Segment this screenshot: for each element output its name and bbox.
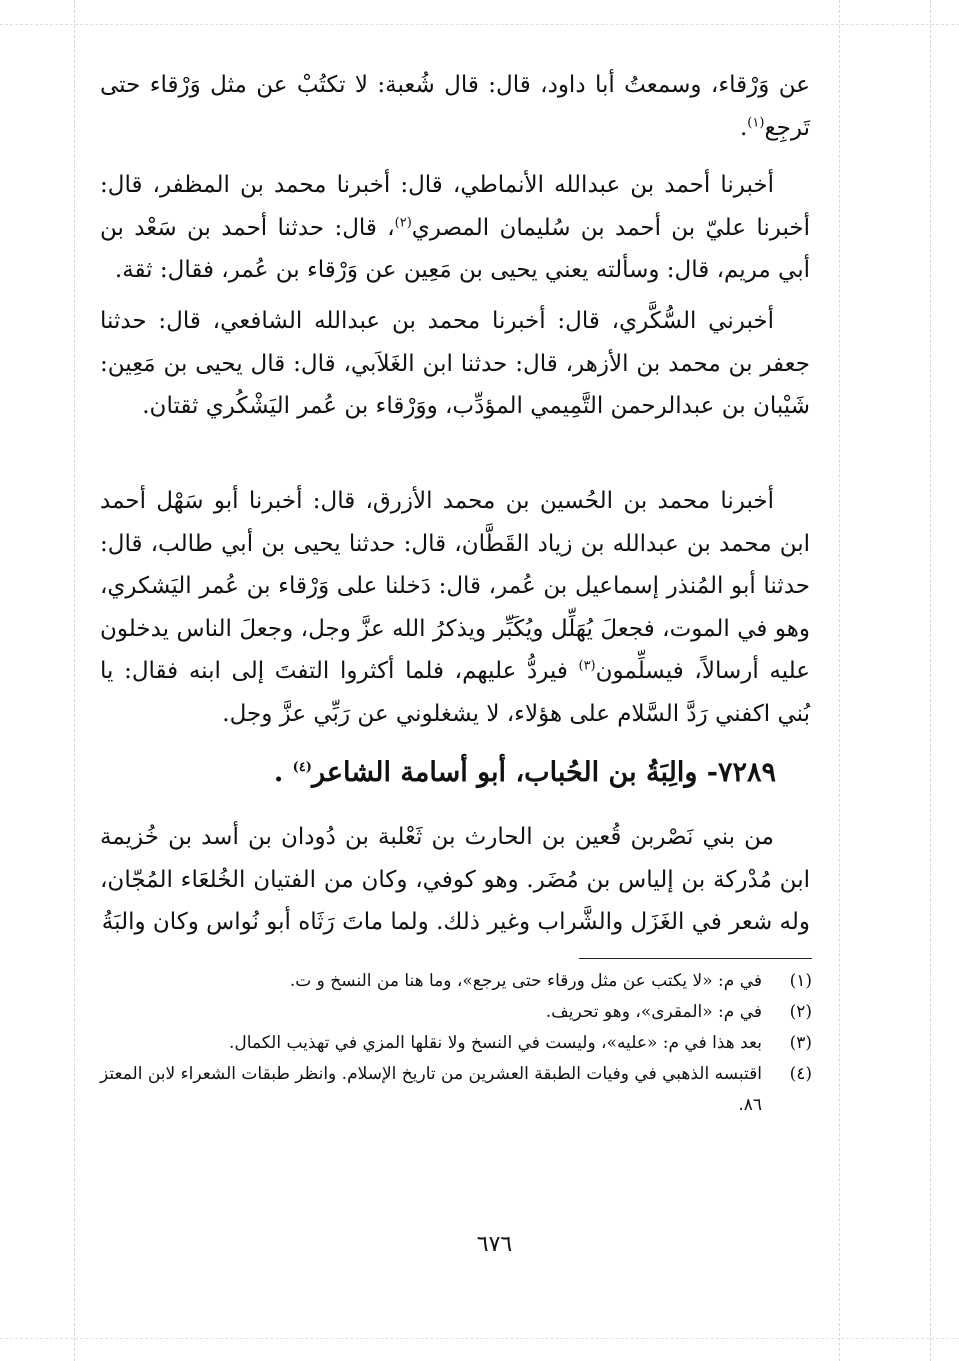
scan-guide-line: [839, 0, 840, 1361]
footnotes: [100, 966, 812, 1121]
paragraph-2: [100, 164, 810, 292]
paragraph-4: [100, 480, 810, 735]
footnote-marker[interactable]: (١): [747, 114, 765, 130]
scan-guide-line: [0, 24, 959, 25]
scan-guide-line: [0, 1338, 959, 1339]
footnote-number: (٢): [789, 1002, 812, 1022]
paragraph-text: [100, 164, 810, 292]
footnote-number: (٤): [789, 1064, 812, 1084]
entry-paragraph-text: من بني نَصْربن قُعين بن الحارث بن ثَعْلبة بن دُودان بن أسد بن خُزيمة ابن مُدْركة بن إلياس بن مُضَر. وهو كوفي، وكان من الفتيان الخُلعَاء المُجّان، وله شعر في الغَزَل والشَّراب وغير ذلك. ولما ماتَ رَثَاه أبو نُواس وكان والبَةُ: [100, 824, 810, 935]
entry-heading-punct: .: [273, 757, 284, 788]
footnote-item: [100, 997, 812, 1028]
footnote-text: بعد هذا في م: «عليه»، وليست في النسخ ولا نقلها المزي في تهذيب الكمال.: [229, 1033, 762, 1053]
paragraph-text-part: أخبرنا محمد بن الحُسين بن محمد الأزرق، قال: أخبرنا أبو سَهْل أحمد ابن محمد بن عبدالله بن زياد القَطَّان، قال: حدثنا يحيى بن أبي طالب، قال: حدثنا أبو المُنذر إسماعيل بن عُمر، قال: دَخلنا على وَرْقاء بن عُمر اليَشكري، وهو في الموت، فجعلَ يُهَلِّل ويُكَبِّر ويذكرُ الله عزَّ وجل، وجعلَ الناس يدخلون عليه أرسالاً، فيسلِّمون: [100, 488, 811, 684]
footnote-marker[interactable]: (٢): [394, 214, 412, 230]
footnote-text: اقتبسه الذهبي في وفيات الطبقة العشرين من تاريخ الإسلام. وانظر طبقات الشعراء لابن المعتز ٨٦.: [100, 1064, 762, 1115]
page-number-text: ٦٧٦: [476, 1232, 513, 1257]
footnote-separator: [579, 958, 812, 959]
footnote-number: (٣): [789, 1033, 812, 1053]
paragraph-text: [100, 300, 810, 428]
paragraph-text-part: .: [739, 114, 748, 141]
footnote-text: في م: «المقرى»، وهو تحريف.: [545, 1002, 762, 1022]
footnote-item: [100, 1028, 812, 1059]
scan-guide-line: [930, 0, 931, 1361]
paragraph-text-part: أخبرنا أحمد بن عبدالله الأنماطي، قال: أخبرنا محمد بن المظفر، قال: أخبرنا عليّ بن أحمد بن سُليمان المصري: [100, 172, 810, 241]
entry-heading-text: ٧٢٨٩- والِبَةُ بن الحُباب، أبو أسامة الشاعر: [311, 757, 776, 788]
footnote-number: (١): [789, 971, 812, 991]
entry-paragraph: [100, 816, 810, 944]
scan-guide-line: [74, 0, 75, 1361]
footnote-item: [100, 1059, 812, 1121]
paragraph-1: [100, 64, 810, 149]
paragraph-3: [100, 300, 810, 428]
paragraph-text: [100, 64, 810, 149]
paragraph-text-part: فيردُّ عليهم، فلما أكثروا التفتَ إلى ابنه فقال: يا بُني اكفني رَدَّ السَّلام على هؤلاء، لا يشغلوني عن رَبِّي عزَّ وجل.: [100, 658, 810, 727]
paragraph-text-part: أخبرني السُّكَّري، قال: أخبرنا محمد بن عبدالله الشافعي، قال: حدثنا جعفر بن محمد بن الأزهر، قال: حدثنا ابن الغَلاَبي، قال: قال يحيى بن مَعِين: شَيْبان بن عبدالرحمن التَّمِيمي المؤدِّب، ووَرْقاء بن عُمر اليَشْكُري ثقتان.: [100, 308, 810, 419]
paragraph-text-part: عن وَرْقاء، وسمعتُ أبا داود، قال: قال شُعبة: لا تكتُبْ عن مثل وَرْقاء حتى تَرجِع: [100, 72, 810, 141]
footnote-marker[interactable]: (٣): [578, 658, 596, 674]
page-number: [0, 1232, 959, 1257]
footnote-text: في م: «لا يكتب عن مثل ورقاء حتى يرجع»، وما هنا من النسخ و ت.: [289, 971, 762, 991]
paragraph-text-part: ، قال: حدثنا أحمد بن سَعْد بن أبي مريم، قال: وسألته يعني يحيى بن مَعِين عن وَرْقاء بن عُمر، فقال: ثقة.: [100, 214, 810, 283]
paragraph-text: [100, 480, 810, 735]
footnote-item: [100, 966, 812, 997]
entry-heading: [100, 748, 810, 798]
footnote-marker[interactable]: (٤): [292, 760, 312, 775]
